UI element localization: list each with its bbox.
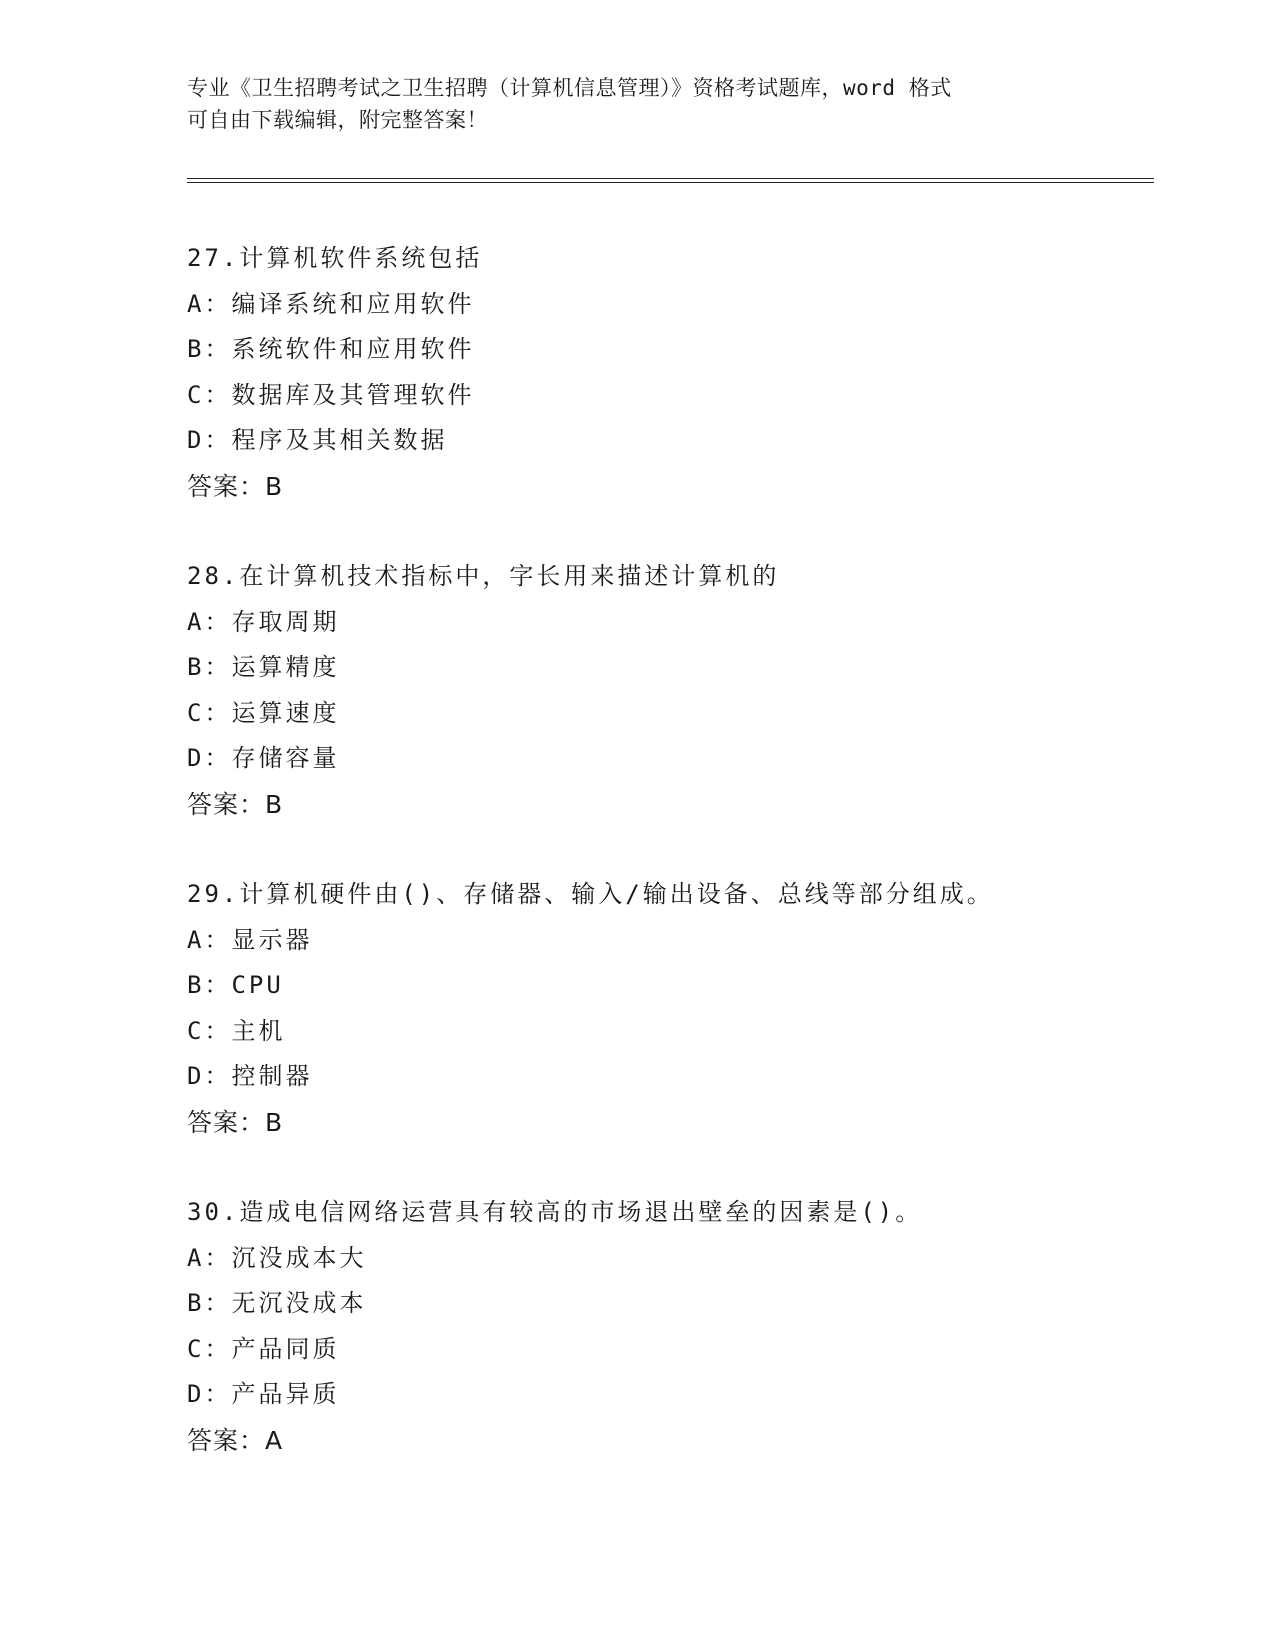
question-title: 30.造成电信网络运营具有较高的市场退出壁垒的因素是()。	[187, 1198, 923, 1226]
answer: 答案：B	[187, 471, 284, 501]
question-29	[187, 872, 1167, 1190]
option-d: D：程序及其相关数据	[187, 426, 448, 454]
option-b: B：无沉没成本	[187, 1289, 367, 1317]
option-a: A：显示器	[187, 925, 313, 954]
question-list	[187, 236, 1167, 1508]
option-a: A：编译系统和应用软件	[187, 289, 475, 318]
header-line-2: 可自由下载编辑，附完整答案！	[187, 108, 488, 132]
answer: 答案：A	[187, 1425, 284, 1455]
option-a: A：沉没成本大	[187, 1243, 367, 1272]
question-27	[187, 236, 1167, 554]
option-d: D：产品异质	[187, 1380, 340, 1408]
answer: 答案：B	[187, 1107, 284, 1137]
header-line-1: 专业《卫生招聘考试之卫生招聘（计算机信息管理）》资格考试题库，word 格式	[187, 76, 952, 100]
option-c: C：产品同质	[187, 1334, 340, 1363]
question-title: 28.在计算机技术指标中，字长用来描述计算机的	[187, 562, 780, 590]
option-c: C：主机	[187, 1016, 286, 1045]
option-d: D：控制器	[187, 1062, 313, 1090]
question-30	[187, 1190, 1167, 1508]
option-d: D：存储容量	[187, 744, 340, 772]
option-a: A：存取周期	[187, 607, 340, 636]
option-b: B：系统软件和应用软件	[187, 335, 475, 363]
question-28	[187, 554, 1167, 872]
option-c: C：运算速度	[187, 698, 340, 727]
question-title: 29.计算机硬件由()、存储器、输入/输出设备、总线等部分组成。	[187, 880, 994, 908]
question-title: 27.计算机软件系统包括	[187, 244, 483, 272]
document-header	[187, 72, 1087, 136]
option-b: B：CPU	[187, 971, 284, 999]
answer: 答案：B	[187, 789, 284, 819]
option-b: B：运算精度	[187, 653, 340, 681]
header-divider	[187, 178, 1154, 183]
option-c: C：数据库及其管理软件	[187, 380, 475, 409]
